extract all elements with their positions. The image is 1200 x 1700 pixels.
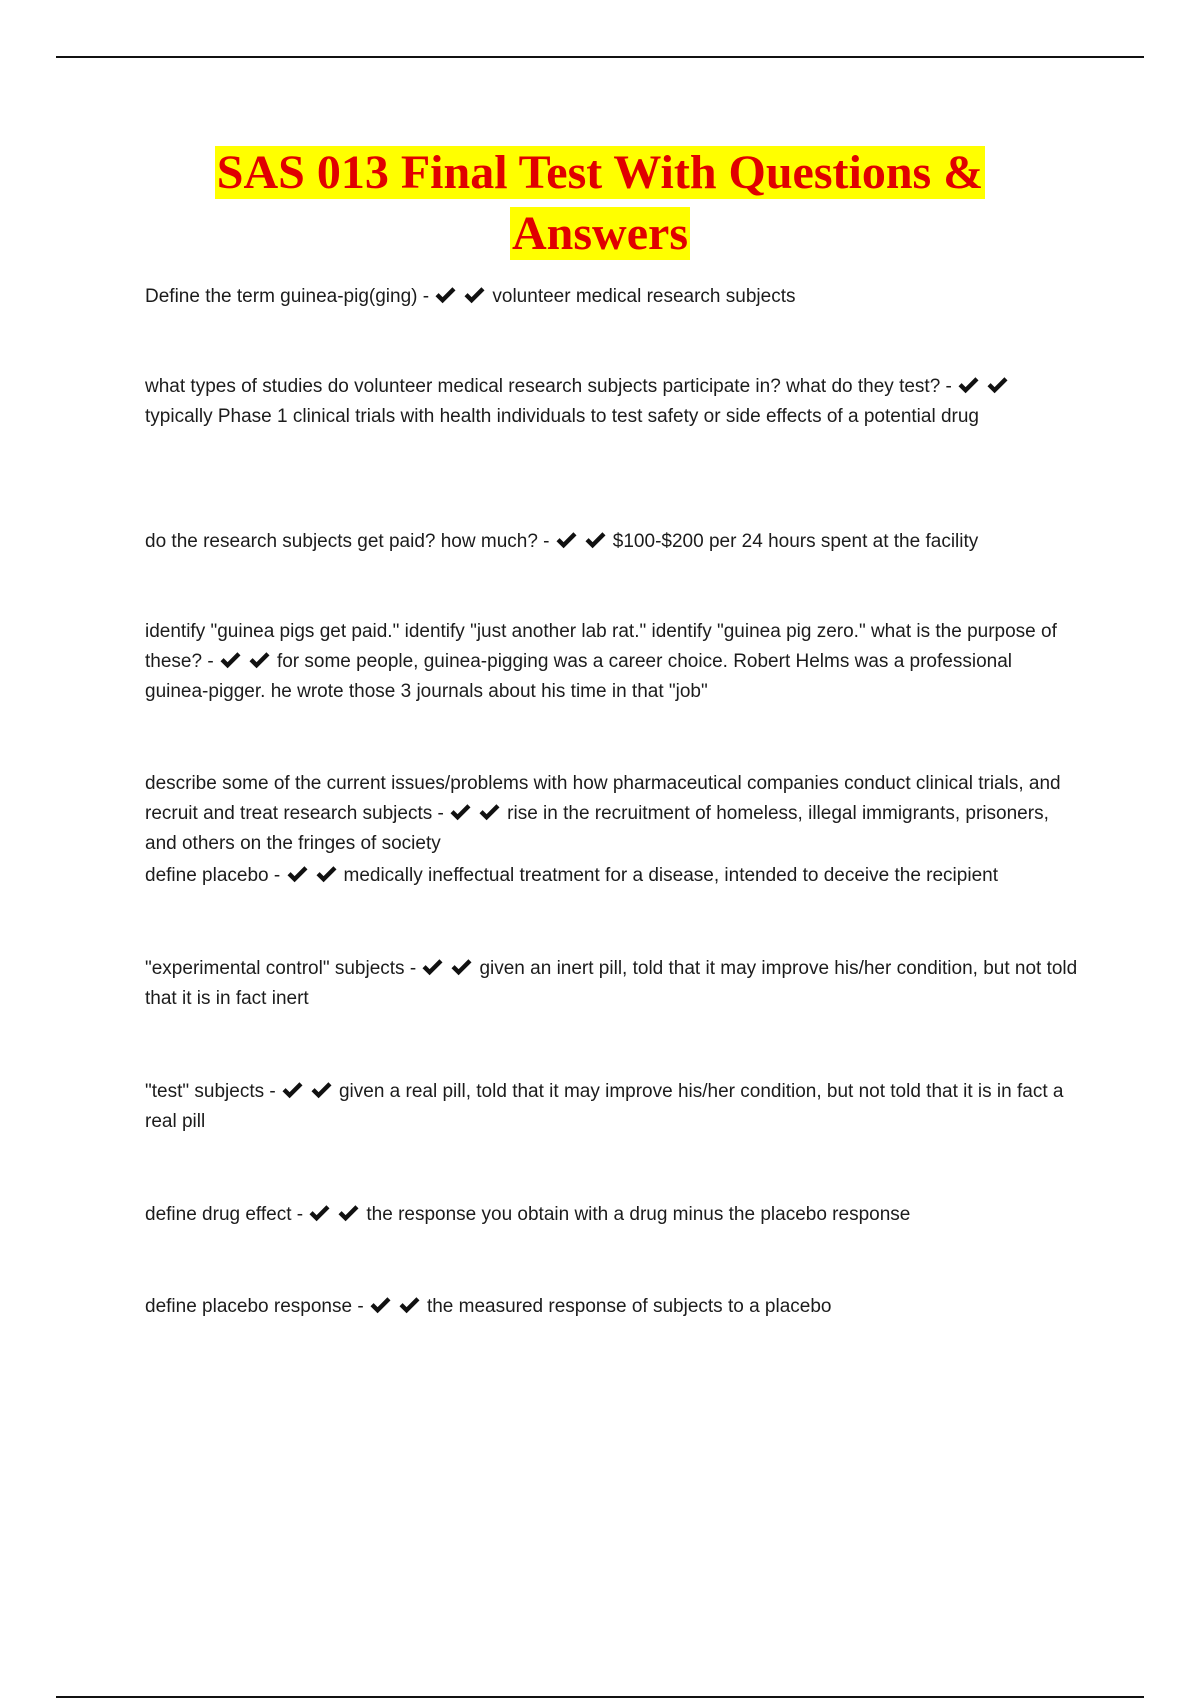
check-icon <box>310 1081 333 1100</box>
question-text: "test" subjects <box>145 1081 265 1102</box>
qa-item <box>145 1292 1080 1322</box>
top-rule <box>56 56 1144 58</box>
question-text: what types of studies do volunteer medical research subjects participate in? what do they test? <box>145 376 941 397</box>
check-icon <box>986 376 1009 395</box>
separator: - <box>202 651 219 672</box>
answer-text: given a real pill, told that it may improve his/her condition, but not told that it is in fact a real pill <box>145 1081 1064 1132</box>
check-icon <box>555 531 578 550</box>
check-icon <box>248 651 271 670</box>
answer-text: the response you obtain with a drug minus the placebo response <box>366 1204 911 1225</box>
document-title <box>0 142 1200 264</box>
qa-item <box>145 372 1080 432</box>
check-icon <box>449 803 472 822</box>
qa-item <box>145 527 1080 557</box>
answer-text: volunteer medical research subjects <box>492 286 796 307</box>
check-icon <box>337 1204 360 1223</box>
separator: - <box>264 1081 281 1102</box>
question-text: Define the term guinea-pig(ging) <box>145 286 418 307</box>
answer-text: $100-$200 per 24 hours spent at the facility <box>612 531 979 552</box>
check-icon <box>281 1081 304 1100</box>
qa-item <box>145 1200 1080 1230</box>
answer-text: the measured response of subjects to a placebo <box>426 1296 832 1317</box>
check-icon <box>369 1296 392 1315</box>
separator: - <box>417 286 435 307</box>
qa-item <box>145 769 1080 859</box>
check-icon <box>463 286 486 305</box>
title-line-2: Answers <box>512 207 688 260</box>
question-text: describe some of the current issues/problems with how pharmaceutical companies conduct clinical trials, and recruit and treat research subjects <box>145 773 1061 824</box>
check-icon <box>286 865 309 884</box>
question-text: identify "guinea pigs get paid." identify "just another lab rat." identify "guinea pig zero." what is the purpose of these? <box>145 621 1057 672</box>
answer-text: rise in the recruitment of homeless, illegal immigrants, prisoners, and others on the fringes of society <box>145 803 1049 854</box>
separator: - <box>404 958 422 979</box>
check-icon <box>315 865 338 884</box>
title-line-1: SAS 013 Final Test With Questions & <box>216 146 984 199</box>
qa-item <box>145 861 1080 891</box>
answer-text: typically Phase 1 clinical trials with health individuals to test safety or side effects of a potential drug <box>145 406 979 427</box>
question-text: "experimental control" subjects <box>145 958 405 979</box>
separator: - <box>537 531 555 552</box>
check-icon <box>584 531 607 550</box>
question-text: define placebo <box>145 865 269 886</box>
qa-item <box>145 1077 1080 1137</box>
qa-item <box>145 617 1080 707</box>
question-text: do the research subjects get paid? how much? <box>145 531 538 552</box>
separator: - <box>291 1204 309 1225</box>
qa-item <box>145 954 1080 1014</box>
answer-text: given an inert pill, told that it may improve his/her condition, but not told that it is in fact inert <box>145 958 1078 1009</box>
check-icon <box>450 958 473 977</box>
check-icon <box>434 286 457 305</box>
separator: - <box>352 1296 369 1317</box>
question-text: define drug effect <box>145 1204 292 1225</box>
answer-text: medically ineffectual treatment for a disease, intended to deceive the recipient <box>343 865 998 886</box>
separator: - <box>268 865 286 886</box>
check-icon <box>957 376 980 395</box>
check-icon <box>219 651 242 670</box>
check-icon <box>478 803 501 822</box>
qa-item <box>145 282 1080 312</box>
bottom-rule <box>56 1696 1144 1698</box>
separator: - <box>940 376 958 397</box>
answer-text: for some people, guinea-pigging was a career choice. Robert Helms was a professional guinea-pigger. he wrote those 3 journals about his time in that "job" <box>145 651 1012 702</box>
check-icon <box>421 958 444 977</box>
check-icon <box>308 1204 331 1223</box>
check-icon <box>398 1296 421 1315</box>
question-text: define placebo response <box>145 1296 353 1317</box>
separator: - <box>432 803 450 824</box>
